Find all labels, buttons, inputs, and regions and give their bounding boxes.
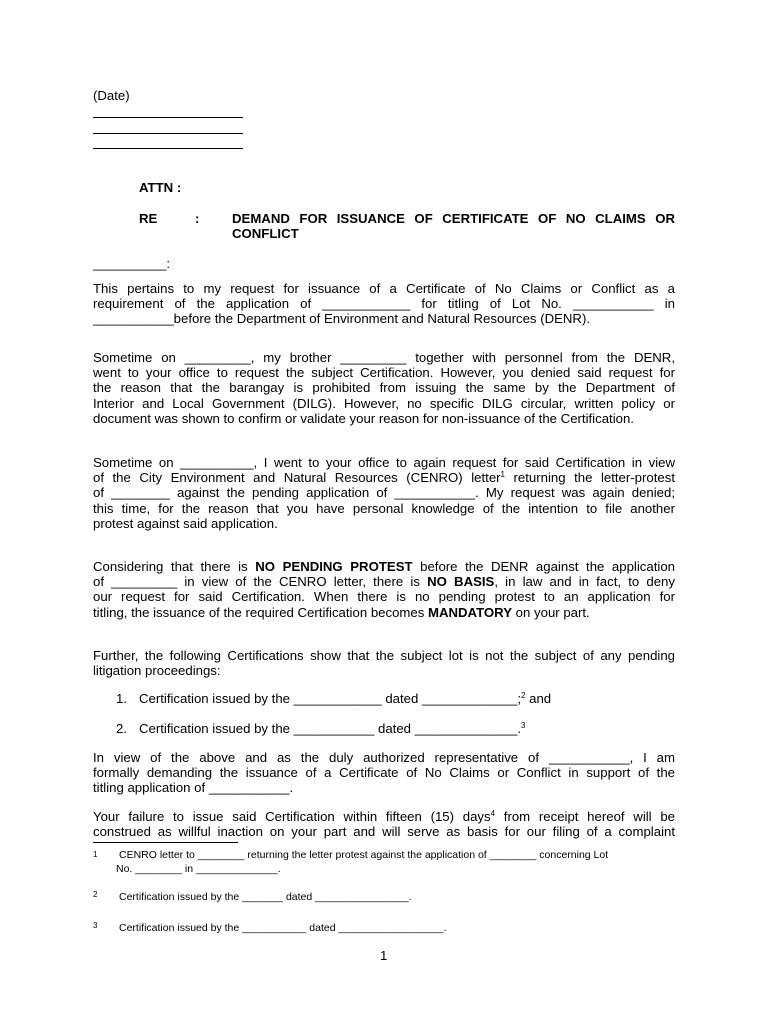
attn-label: ATTN : — [139, 180, 182, 195]
paragraph-6: In view of the above and as the duly authorized representative of ___________, I am formally demanding the issuance of a Certificate of No Claims or Conflict in support of the titling application of ___________. — [93, 750, 675, 796]
list-item-2: Certification issued by the ___________ dated ______________.$^3$ — [139, 721, 526, 736]
paragraph-5: Further, the following Certifications show that the subject lot is not the subject of any pending litigation proceedings: — [93, 648, 675, 679]
re-colon: : — [195, 211, 200, 226]
address-line-3 — [93, 148, 243, 149]
footnote-separator — [93, 842, 238, 843]
list-item-1: Certification issued by the ____________ dated _____________;$^2$ and — [139, 691, 552, 706]
re-subject-line-1: DEMAND FOR ISSUANCE OF CERTIFICATE OF NO CLAIMS OR — [232, 211, 675, 226]
footnote-2-number: 2 — [93, 890, 98, 899]
date-label: (Date) — [93, 88, 130, 103]
paragraph-1: This pertains to my request for issuance of a Certificate of No Claims or Conflict as a requirement of the application of ____________ for titling of Lot No. ___________ in ___________before the Department of Environment and Natural Resources (DENR). — [93, 281, 675, 327]
footnote-1-line-1: CENRO letter to ________ returning the letter protest against the application of ________ concerning Lot — [119, 849, 609, 861]
footnote-ref-4: 4 — [490, 809, 496, 818]
no-pending-protest-emphasis: NO PENDING PROTEST — [255, 559, 413, 574]
footnote-1-number: 1 — [93, 850, 98, 859]
paragraph-7: Your failure to issue said Certification within fifteen (15) days$^4$ from receipt hereof will be construed as willful inaction on your part and will serve as basis for our filing of a complaint — [93, 809, 675, 840]
footnote-3-number: 3 — [93, 921, 98, 930]
footnote-2-line-1: Certification issued by the _______ dated ________________. — [119, 891, 412, 903]
footnote-ref-3: 3 — [521, 721, 526, 730]
paragraph-3: Sometime on __________, I went to your office to again request for said Certification in view of the City Environment and Natural Resources (CENRO) letter$^1$ returning the letter-protest of ________ against the pending application of ___________. My request was again denied; this time, for the reason that you have personal knowledge of the intention to file another protest against said application. — [93, 455, 675, 531]
footnote-ref-2: 2 — [521, 691, 526, 700]
re-label: RE — [139, 211, 158, 226]
footnote-ref-1: 1 — [500, 470, 505, 480]
paragraph-4: Considering that there is NO PENDING PROTEST before the DENR against the application of _________ in view of the CENRO letter, there is NO BASIS, in law and in fact, to deny our request for said Certification. When there is no pending protest to an application for titling, the issuance of the required Certification becomes MANDATORY on your part. — [93, 559, 675, 620]
no-basis-emphasis: NO BASIS — [427, 574, 495, 590]
re-subject-line-2: CONFLICT — [232, 226, 299, 241]
salutation: __________: — [93, 256, 171, 271]
address-line-2 — [93, 133, 243, 134]
footnote-1-line-2: No. ________ in ______________. — [116, 863, 281, 875]
footnote-3-line-1: Certification issued by the ___________ dated __________________. — [119, 922, 447, 934]
mandatory-emphasis: MANDATORY — [428, 604, 513, 620]
list-item-1-number: 1. — [116, 691, 127, 706]
list-item-2-number: 2. — [116, 721, 127, 736]
paragraph-2: Sometime on _________, my brother _________ together with personnel from the DENR, went to your office to request the subject Certification. However, you denied said request for the reason that the barangay is prohibited from issuing the same by the Department of Interior and Local Government (DILG). However, no specific DILG circular, written policy or document was shown to confirm or validate your reason for non-issuance of the Certification. — [93, 350, 675, 426]
page-number: 1 — [380, 948, 388, 963]
address-line-1 — [93, 117, 243, 118]
